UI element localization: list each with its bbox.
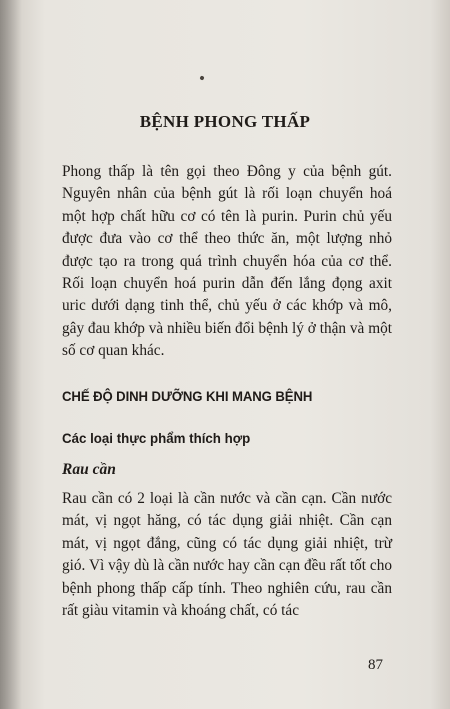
- page-title: BỆNH PHONG THẤP: [139, 112, 311, 131]
- ink-smudge: [199, 75, 204, 80]
- item-paragraph: Rau cần có 2 loại là cần nước và cần cạn. Cần nước mát, vị ngọt hăng, có tác dụng giải nhiệt. Cần cạn mát, vị ngọt đắng, cũng có tác dụng giải nhiệt, trừ gió. Vì vậy dù là cần nước hay cần cạn đều rất tốt cho bệnh phong thấp cấp tính. Theo nghiên cứu, rau cần rất giàu vitamin và khoáng chất, có tác: [62, 490, 392, 620]
- section-heading: CHẾ ĐỘ DINH DƯỠNG KHI MANG BỆNH: [62, 388, 313, 404]
- item-heading: Rau cần: [62, 461, 116, 478]
- page-number: 87: [368, 657, 383, 673]
- intro-paragraph: Phong thấp là tên gọi theo Đông y của bệnh gút. Nguyên nhân của bệnh gút là rối loạn chuyển hoá một hợp chất hữu cơ có tên là purin. Purin chủ yếu được đưa vào cơ thể theo thức ăn, một lượng nhỏ được tạo ra trong quá trình chuyển hóa của cơ thể. Rối loạn chuyển hoá purin dẫn đến lắng đọng axit uric dưới dạng tinh thể, chủ yếu ở các khớp và mô, gây đau khớp và nhiều biến đổi bệnh lý ở thận và một số cơ quan khác.: [62, 163, 392, 360]
- sub-heading: Các loại thực phẩm thích hợp: [62, 430, 251, 446]
- gutter-shadow: [0, 0, 22, 709]
